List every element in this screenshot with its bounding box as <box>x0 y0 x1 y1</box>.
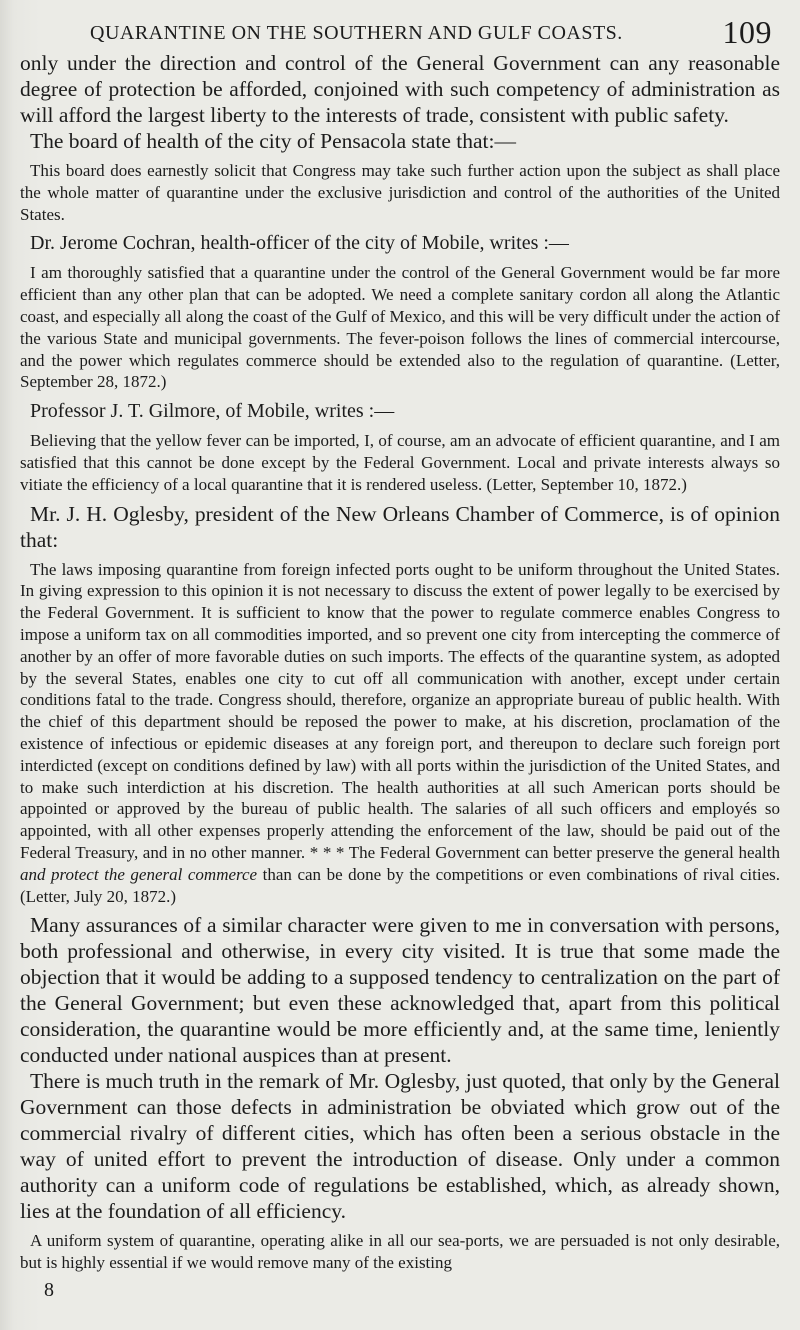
running-head <box>20 10 780 50</box>
paragraph-oglesby-remark: There is much truth in the remark of Mr. Oglesby, just quoted, that only by the General Government can those defects in administration be obviated which grow out of the commercial rivalry of different cities, which has often been a serious obstacle in the way of united effort to prevent the introduction of disease. Only under a common authority can a uniform code of regulations be established, which, as already shown, lies at the foundation of all efficiency. <box>20 1069 780 1224</box>
quote-pensacola: This board does earnestly solicit that Congress may take such further action upon the subject as shall place the whole matter of quarantine under the exclusive jurisdiction and control of the authorities of the United States. <box>20 161 780 224</box>
quote-gilmore: Believing that the yellow fever can be imported, I, of course, am an advocate of efficient quarantine, and I am satisfied that this cannot be done except by the Federal Government. Local and private interests always so vitiate the efficiency of a local quarantine that it is rendered useless. (Letter, September 10, 1872.) <box>20 431 780 494</box>
quote-oglesby-end: than can be done by the competitions or even combinations of rival cities. (Letter, July 20, 1872.) <box>20 864 780 906</box>
paragraph-gilmore-intro: Professor J. T. Gilmore, of Mobile, writes :— <box>30 400 395 423</box>
paragraph-continuation: only under the direction and control of the General Government can any reasonable degree of protection be afforded, conjoined with such competency of administration as will afford the largest liberty to the interests of trade, consistent with public safety. <box>20 51 780 127</box>
quote-oglesby <box>20 559 780 908</box>
quote-oglesby-main: The laws imposing quarantine from foreign infected ports ought to be uniform throughout the United States. In giving expression to this opinion it is not necessary to discuss the extent of power legally to be exercised by the Federal Government. It is sufficient to know that the power to regulate commerce enables Congress to impose a uniform tax on all commodities imported, and so prevent one city from intercepting the commerce of another by an offer of more favorable duties on such imports. The effects of the quarantine system, as adopted by the several States, enables one city to cut off all communication with another, except under certain conditions fatal to the trade. Congress should, therefore, organize an appropriate bureau of public health. With the chief of this department should be reposed the power to make, at his discretion, proclamation of the existence of infectious or epidemic diseases at any foreign port, and thereupon to declare such foreign port interdicted (except on conditions defined by law) with all ports within the jurisdiction of the United States, and to make such interdiction at his discretion. The health authorities at all such American ports should be appointed or approved by the bureau of public health. The salaries of all such officers and employés so appointed, with all other expenses properly attending the enforcement of the law, should be paid out of the Federal Treasury, and in no other manner. * * * The Federal Government can better preserve the general health <box>20 559 780 862</box>
paragraph-oglesby-intro: Mr. J. H. Oglesby, president of the New Orleans Chamber of Commerce, is of opinion that: <box>20 501 780 552</box>
running-title: QUARANTINE ON THE SOUTHERN AND GULF COASTS. <box>90 22 623 44</box>
paragraph-pensacola-intro: The board of health of the city of Pensacola state that:— <box>30 129 516 153</box>
page-number: 109 <box>722 14 772 50</box>
quote-uniform-system: A uniform system of quarantine, operating alike in all our sea-ports, we are persuaded is not only desirable, but is highly essential if we would remove many of the existing <box>20 1231 780 1273</box>
signature-mark: 8 <box>44 1278 54 1301</box>
paragraph-assurances: Many assurances of a similar character were given to me in conversation with persons, both professional and otherwise, in every city visited. It is true that some made the objection that it would be adding to a supposed tendency to centralization on the part of the General Government; but even these acknowledged that, apart from this political consideration, the quarantine would be more efficiently and, at the same time, leniently conducted under national auspices than at present. <box>20 913 780 1068</box>
quote-oglesby-italic: and protect the general commerce <box>20 864 258 884</box>
quote-cochran: I am thoroughly satisfied that a quarantine under the control of the General Government would be far more efficient than any other plan that can be adopted. We need a complete sanitary cordon all along the Atlantic coast, and especially all along the coast of the Gulf of Mexico, and this will be very difficult under the action of the various State and municipal governments. The fever-poison follows the lines of commercial intercourse, and the power which regulates commerce should be extended also to the regulation of quarantine. (Letter, September 28, 1872.) <box>20 263 780 392</box>
paragraph-cochran-intro: Dr. Jerome Cochran, health-officer of the city of Mobile, writes :— <box>30 232 569 255</box>
page-content <box>20 10 780 1302</box>
